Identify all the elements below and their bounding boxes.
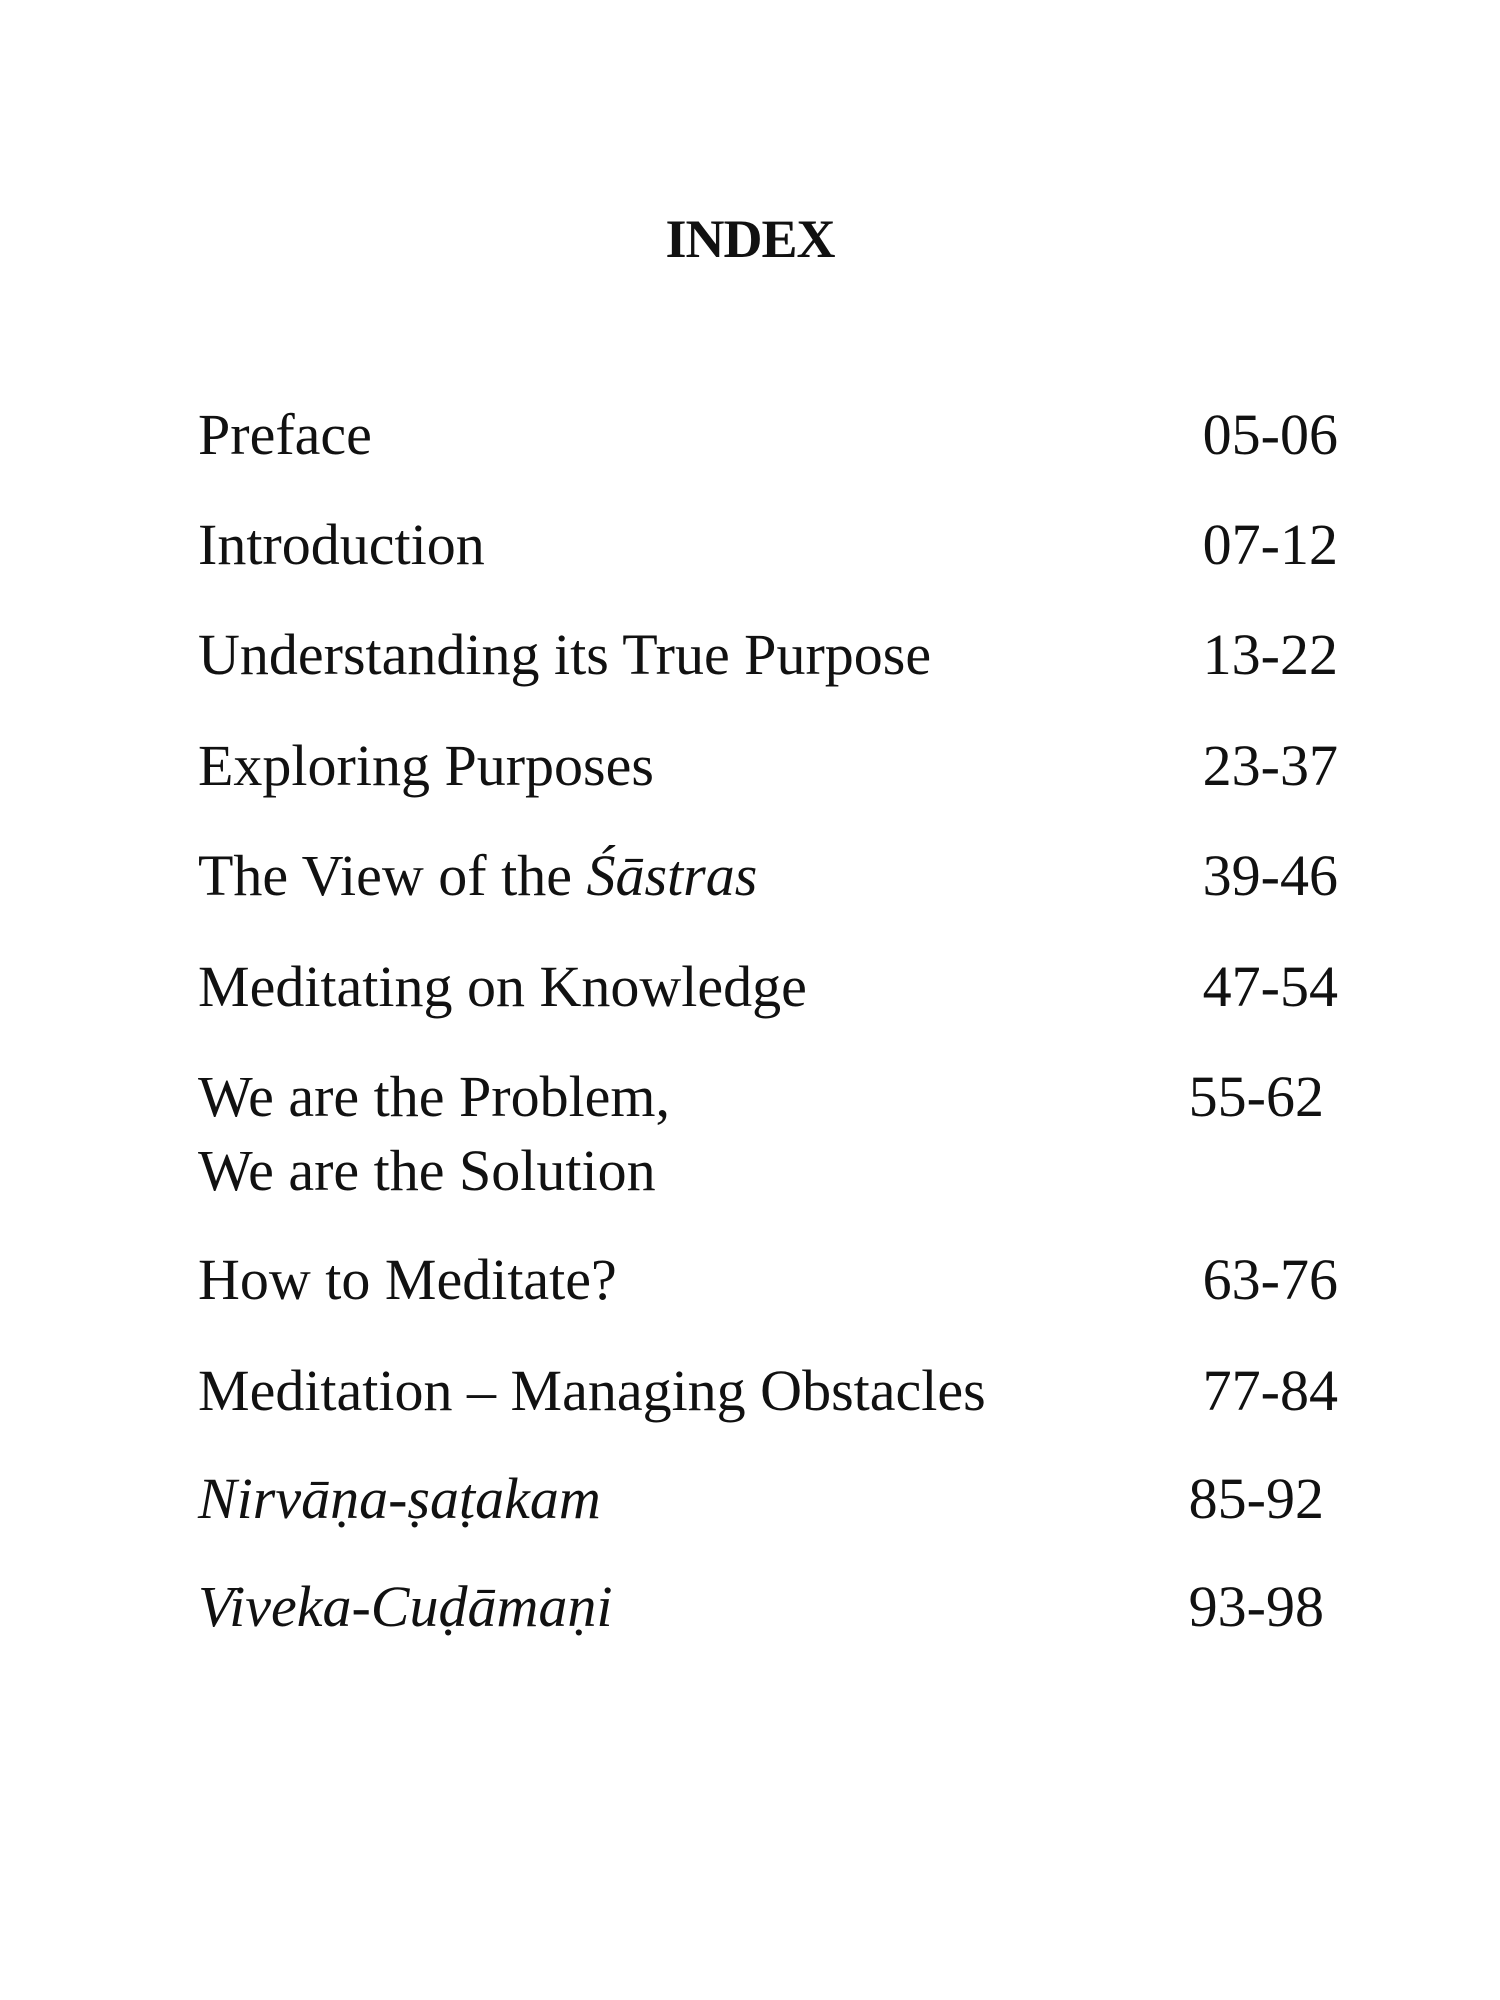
- toc-entry-title-italic: Śāstras: [586, 843, 758, 908]
- toc-entry-pages: 07-12: [1202, 512, 1338, 577]
- toc-entry-title: [198, 839, 757, 913]
- toc-entry-title-prefix: The View of the: [198, 843, 587, 908]
- toc-entry-pages: 39-46: [1202, 843, 1338, 908]
- toc-entry-pages: 63-76: [1202, 1247, 1338, 1312]
- toc-entry-pages: 85-92: [1188, 1466, 1324, 1531]
- page-title: INDEX: [665, 209, 835, 269]
- toc-entry-pages: 93-98: [1188, 1574, 1324, 1639]
- toc-entry-title: Viveka-Cuḍāmaṇi: [198, 1574, 613, 1639]
- toc-entry-title: Nirvāṇa-ṣaṭakam: [198, 1466, 601, 1531]
- toc-entry-pages: 47-54: [1202, 954, 1338, 1019]
- toc-entry-title: Meditation – Managing Obstacles: [198, 1358, 986, 1423]
- toc-entry-title: We are the Problem, We are the Solution: [198, 1064, 671, 1203]
- toc-entry-title: Exploring Purposes: [198, 733, 654, 798]
- toc-entry-pages: 55-62: [1188, 1064, 1324, 1129]
- toc-entry-pages: 77-84: [1202, 1358, 1338, 1423]
- toc-entry-title: How to Meditate?: [198, 1247, 617, 1312]
- toc-entry-pages: 23-37: [1202, 733, 1338, 798]
- toc-entry-title: Understanding its True Purpose: [198, 622, 932, 687]
- toc-entry-title: Preface: [198, 402, 372, 467]
- toc-entry-pages: 13-22: [1202, 622, 1338, 687]
- toc-entry-title: Meditating on Knowledge: [198, 954, 807, 1019]
- toc-entry-title: Introduction: [198, 512, 485, 577]
- toc-entry-pages: 05-06: [1202, 402, 1338, 467]
